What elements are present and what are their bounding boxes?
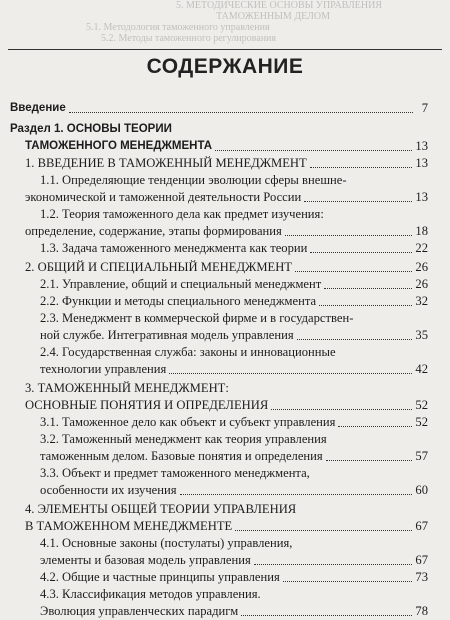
toc-entry-label: 2.1. Управление, общий и специальный менеджмент — [40, 277, 322, 291]
bleed-through-text — [0, 0, 450, 48]
toc-entry-line: 4.3. Классификация методов управления. — [40, 587, 261, 601]
table-of-contents — [10, 100, 428, 620]
page-title: СОДЕРЖАНИЕ — [146, 55, 304, 78]
toc-entry-label: экономической и таможенной деятельности России — [25, 190, 302, 204]
toc-page-number: 52 — [415, 398, 428, 412]
toc-entry-label: 3.1. Таможенное дело как объект и субъект управления — [40, 415, 336, 429]
toc-entry-line: 4. ЭЛЕМЕНТЫ ОБЩЕЙ ТЕОРИИ УПРАВЛЕНИЯ — [25, 502, 297, 516]
bleed-line: 5.1. Методология таможенного управления — [86, 22, 270, 33]
toc-entry-label: ТАМОЖЕННОГО МЕНЕДЖМЕНТА — [25, 140, 213, 152]
toc-entry-line: 2.3. Менеджмент в коммерческой фирме и в государствен- — [40, 311, 354, 325]
toc-page-number: 7 — [421, 101, 428, 115]
dot-leader — [271, 408, 412, 410]
toc-entry-label: ной службе. Интегративная модель управления — [40, 328, 294, 342]
toc-entry-s3-2[interactable] — [10, 448, 428, 465]
toc-entry-label: 4.2. Общие и частные принципы управления — [40, 570, 280, 584]
toc-entry-s1-1[interactable] — [10, 189, 428, 206]
toc-page-number: 78 — [415, 604, 428, 618]
toc-page-number: 67 — [415, 553, 428, 567]
dot-leader — [285, 234, 413, 236]
dot-leader — [326, 459, 413, 461]
toc-entry-part1[interactable] — [10, 138, 428, 155]
toc-page-number: 57 — [415, 449, 428, 463]
toc-page-number: 13 — [415, 156, 428, 170]
toc-entry-ch4[interactable] — [10, 518, 428, 535]
toc-page-number: 13 — [415, 190, 428, 204]
toc-entry-s2-4[interactable] — [10, 361, 428, 378]
toc-entry-label: Эволюция управленческих парадигм — [40, 604, 239, 618]
toc-entry-label: Введение — [10, 102, 66, 114]
toc-entry-label: 2.2. Функции и методы специального менеджмента — [40, 294, 317, 308]
dot-leader — [283, 580, 413, 582]
dot-leader — [241, 614, 412, 616]
toc-entry-label: определение, содержание, этапы формирования — [25, 224, 282, 238]
dot-leader — [69, 111, 413, 113]
toc-page-number: 26 — [415, 277, 428, 291]
dot-leader — [297, 338, 413, 340]
toc-entry-line: 1.2. Теория таможенного дела как предмет изучения: — [40, 207, 324, 221]
toc-entry-label: ОСНОВНЫЕ ПОНЯТИЯ И ОПРЕДЕЛЕНИЯ — [25, 398, 269, 412]
dot-leader — [215, 149, 412, 151]
toc-page-number: 35 — [415, 328, 428, 342]
toc-entry-s1-2[interactable] — [10, 223, 428, 240]
dot-leader — [310, 251, 412, 253]
toc-entry-label: 1.3. Задача таможенного менеджмента как теории — [40, 241, 308, 255]
toc-entry-s4-3[interactable] — [10, 603, 428, 620]
bleed-line: 5.2. Методы таможенного регулирования — [101, 33, 277, 44]
toc-entry-line: 2.4. Государственная служба: законы и инновационные — [40, 345, 336, 359]
toc-entry-s2-2[interactable] — [10, 293, 428, 310]
toc-entry-label: В ТАМОЖЕННОМ МЕНЕДЖМЕНТЕ — [25, 519, 233, 533]
toc-page-number: 42 — [415, 362, 428, 376]
dot-leader — [169, 372, 412, 374]
toc-entry-s1-3[interactable] — [10, 240, 428, 257]
toc-entry-label: 1. ВВЕДЕНИЕ В ТАМОЖЕННЫЙ МЕНЕДЖМЕНТ — [25, 156, 307, 170]
toc-entry-part1-title: Раздел 1. ОСНОВЫ ТЕОРИИ — [10, 123, 172, 135]
dot-leader — [324, 287, 412, 289]
toc-entry-label: особенности их изучения — [40, 483, 177, 497]
toc-entry-s3-1[interactable] — [10, 414, 428, 431]
toc-entry-intro[interactable] — [10, 100, 428, 117]
toc-entry-line: 1.1. Определяющие тенденции эволюции сферы внешне- — [40, 173, 347, 187]
toc-entry-label: технологии управления — [40, 362, 167, 376]
dot-leader — [180, 493, 413, 495]
toc-page-number: 52 — [415, 415, 428, 429]
toc-page-number: 18 — [415, 224, 428, 238]
toc-entry-label: таможенным делом. Базовые понятия и определения — [40, 449, 323, 463]
toc-page-number: 13 — [415, 139, 428, 153]
dot-leader — [304, 200, 412, 202]
toc-entry-s4-1[interactable] — [10, 552, 428, 569]
toc-entry-line: 4.1. Основные законы (постулаты) управления, — [40, 536, 293, 550]
toc-page-number: 32 — [415, 294, 428, 308]
bleed-line: 5. МЕТОДИЧЕСКИЕ ОСНОВЫ УПРАВЛЕНИЯ — [176, 0, 382, 11]
toc-page-number: 22 — [415, 241, 428, 255]
toc-entry-label: 2. ОБЩИЙ И СПЕЦИАЛЬНЫЙ МЕНЕДЖМЕНТ — [25, 260, 293, 274]
dot-leader — [235, 529, 412, 531]
dot-leader — [310, 166, 413, 168]
toc-entry-s2-3[interactable] — [10, 327, 428, 344]
toc-entry-line: 3.2. Таможенный менеджмент как теория управления — [40, 432, 327, 446]
toc-entry-ch3[interactable] — [10, 397, 428, 414]
toc-page-number: 67 — [415, 519, 428, 533]
toc-entry-s4-2[interactable] — [10, 569, 428, 586]
toc-page-number: 60 — [415, 483, 428, 497]
dot-leader — [254, 563, 413, 565]
dot-leader — [295, 270, 412, 272]
toc-entry-line: 3. ТАМОЖЕННЫЙ МЕНЕДЖМЕНТ: — [25, 381, 229, 395]
toc-entry-label: элементы и базовая модель управления — [40, 553, 251, 567]
toc-entry-s2-1[interactable] — [10, 276, 428, 293]
header-rule — [8, 49, 442, 50]
toc-entry-ch2[interactable] — [10, 259, 428, 276]
toc-entry-s3-3[interactable] — [10, 482, 428, 499]
bleed-line: ТАМОЖЕННЫМ ДЕЛОМ — [216, 11, 331, 22]
toc-page-number: 73 — [415, 570, 428, 584]
toc-page-number: 26 — [415, 260, 428, 274]
toc-entry-ch1[interactable] — [10, 155, 428, 172]
dot-leader — [319, 304, 412, 306]
dot-leader — [338, 425, 412, 427]
toc-entry-line: 3.3. Объект и предмет таможенного менеджмента, — [40, 466, 310, 480]
